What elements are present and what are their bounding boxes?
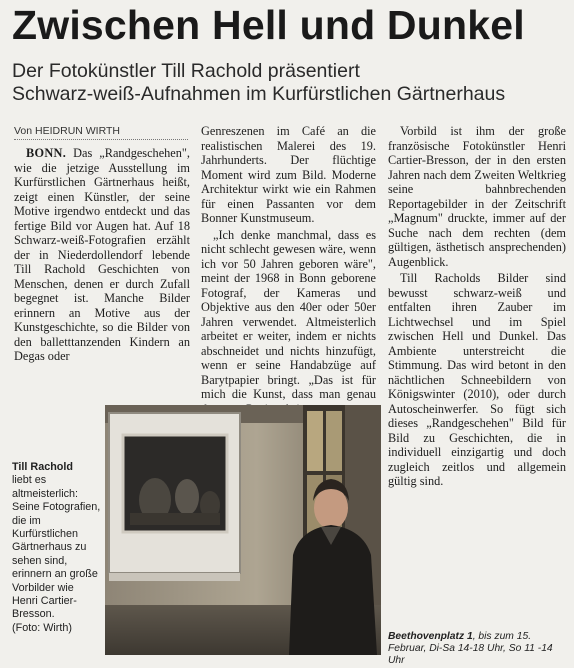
subheadline-line-2: Schwarz-weiß-Aufnahmen im Kurfürstlichen Gärtnerhaus	[12, 83, 506, 105]
exhibition-details: , bis zum 15. Februar, Di-Sa 14-18 Uhr, So 11 -14 Uhr	[388, 631, 553, 667]
caption-name: Till Rachold	[12, 461, 73, 473]
exhibition-location: Beethovenplatz 1	[388, 631, 473, 642]
paragraph-1-text: Das „Randgeschehen", wie die jetzige Ausstellung im Kurfürstlichen Gärtnerhaus heißt, zeigt einen Künstler, der seine Motive irgendwo entdeckt und das fertige Bild vor Augen hat. Auf 18 Schwarz-weiß-Fotografien erzählt der in Niederdollendorf lebende Till Rachold Geschichten von Menschen, denen er durch Zufall begegnet ist. Manche Bilder erinnern an Motive aus der Kunstgeschichte, so die Bilder von den balletttanzenden Kindern an Degas oder	[14, 146, 191, 363]
article-column-1	[14, 124, 190, 366]
paragraph-1	[14, 146, 190, 364]
article-photo	[105, 405, 381, 655]
caption-credit: (Foto: Wirth)	[12, 621, 72, 634]
photo-caption	[12, 461, 102, 635]
paragraph-2: Genreszenen im Café an die realistischen Malerei des 19. Jahrhunderts. Der flüchtige Moment wird zum Bild. Moderne Architektur wirkt wie ein Rahmen für einen Passanten vor dem Bonner Kunstmuseum.	[201, 124, 376, 225]
byline: Von HEIDRUN WIRTH	[14, 124, 188, 140]
subheadline	[12, 60, 567, 106]
paragraph-4: Vorbild ist ihm der große französische Fotokünstler Henri Cartier-Bresson, der in den ersten Jahren nach dem Zweiten Weltkrieg seine bahnbrechenden Reportagebilder in der Zeitschrift „Magnum" druckte, immer auf der Suche nach dem rechten (dem gültigen, ästhetisch ansprechenden) Augenblick.	[388, 124, 566, 269]
photo-illustration	[105, 405, 381, 655]
article-column-3	[388, 124, 566, 491]
subheadline-line-1: Der Fotokünstler Till Rachold präsentiert	[12, 60, 360, 82]
headline: Zwischen Hell und Dunkel	[12, 2, 525, 48]
paragraph-3: „Ich denke manchmal, dass es nicht schlecht gewesen wäre, wenn ich vor 50 Jahren geboren wäre", meint der 1968 in Bonn geborene Fotograf, der Kameras und Objektive aus den 40er oder 50er Jahren verwendet. Altmeisterlich arbeitet er weiter, indem er nichts abschneidet und nichts hinzufügt, wenn er seine Handabzüge auf Barytpapier bringt. „Das ist für mich die Kunst, dass man genau	[201, 227, 376, 401]
paragraph-5: Till Racholds Bilder sind bewusst schwarz-weiß und entfalten ihren Zauber im Lichtwechsel und im Spiel zwischen Hell und Dunkel. Das Ambiente unterstreicht die Stimmung. Das wird betont in den nächtlichen Schneebildern von Königswinter (2010), oder durch Autoscheinwerfer. So fügt sich dieses „Randgeschehen" Bild für Bild zu Geschichten, die in individuell einzigartig und doch zugleich zeitlos und allgemein gültig sind.	[388, 271, 566, 488]
exhibition-info	[388, 631, 568, 668]
caption-text: liebt es altmeisterlich: Seine Fotografien, die im Kurfürstlichen Gärtnerhaus zu sehen sind, erinnern an große Vorbilder wie Henri Cartier-Bresson.	[12, 474, 101, 621]
dateline: BONN.	[26, 146, 67, 160]
